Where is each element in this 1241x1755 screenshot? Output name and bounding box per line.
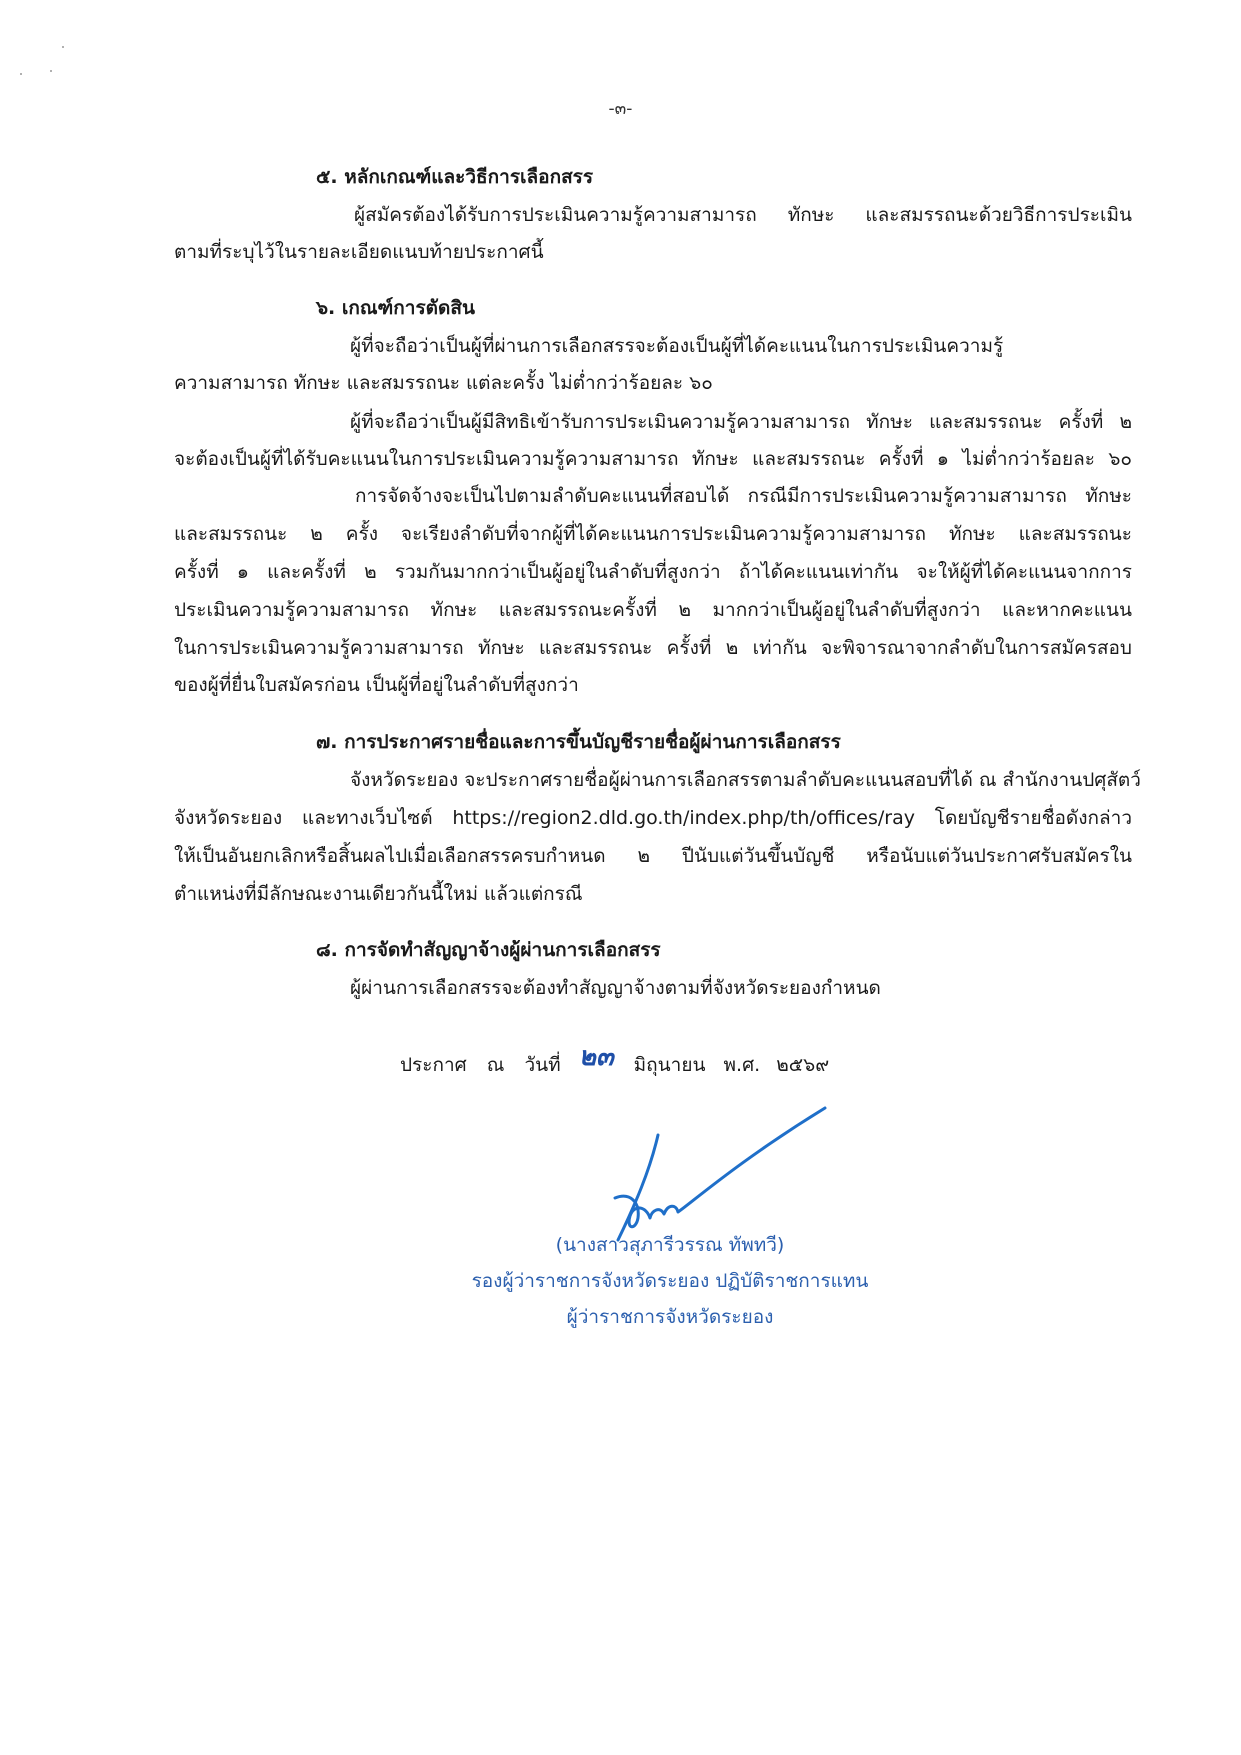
signature-stroke	[618, 1135, 658, 1240]
signatory-name: (นางสาวสุภารีวรรณ ทัพทวี)	[555, 1234, 785, 1256]
section-7-line: จังหวัดระยอง จะประกาศรายชื่อผู้ผ่านการเลือกสรรตามลำดับคะแนนสอบที่ได้ ณ สำนักงานปศุสัตว์	[350, 769, 1141, 791]
section-6-line: ผู้ที่จะถือว่าเป็นผู้มีสิทธิเข้ารับการประเมินความรู้ความสามารถ ทักษะ และสมรรถนะ ครั้งที่ ๒	[350, 411, 1132, 433]
section-6-line: และสมรรถนะ ๒ ครั้ง จะเรียงลำดับที่จากผู้ที่ได้คะแนนการประเมินความรู้ความสามารถ ทักษะ และสมรรถนะ	[174, 523, 1132, 545]
section-5-line: ตามที่ระบุไว้ในรายละเอียดแนบท้ายประกาศนี้	[174, 241, 544, 263]
signature-stroke	[615, 1108, 825, 1227]
section-6-heading: ๖. เกณฑ์การตัดสิน	[316, 297, 475, 319]
announcement-prefix: ประกาศ	[400, 1054, 467, 1076]
section-7-line: จังหวัดระยอง และทางเว็บไซต์ https://region2.dld.go.th/index.php/th/offices/ray โดยบัญชีรายชื่อดังกล่าว	[174, 807, 1132, 829]
section-6-line: จะต้องเป็นผู้ที่ได้รับคะแนนในการประเมินความรู้ความสามารถ ทักษะ และสมรรถนะ ครั้งที่ ๑ ไม่ต่ำกว่าร้อยละ ๖๐	[174, 448, 1132, 470]
signature-scribble	[590, 1080, 840, 1245]
section-6-line: ประเมินความรู้ความสามารถ ทักษะ และสมรรถนะครั้งที่ ๒ มากกว่าเป็นผู้อยู่ในลำดับที่สูงกว่า และหากคะแนน	[174, 599, 1132, 621]
scan-speck	[62, 46, 64, 48]
section-6-line: ของผู้ที่ยื่นใบสมัครก่อน เป็นผู้ที่อยู่ในลำดับที่สูงกว่า	[174, 674, 579, 696]
era: พ.ศ.	[723, 1054, 761, 1076]
announcement-at: ณ	[486, 1054, 505, 1076]
section-7-heading: ๗. การประกาศรายชื่อและการขึ้นบัญชีรายชื่อผู้ผ่านการเลือกสรร	[316, 731, 841, 753]
page-number: -๓-	[608, 99, 633, 119]
section-8-line: ผู้ผ่านการเลือกสรรจะต้องทำสัญญาจ้างตามที่จังหวัดระยองกำหนด	[350, 977, 881, 999]
section-5-heading: ๕. หลักเกณฑ์และวิธีการเลือกสรร	[316, 166, 594, 188]
section-6-line: ในการประเมินความรู้ความสามารถ ทักษะ และสมรรถนะ ครั้งที่ ๒ เท่ากัน จะพิจารณาจากลำดับในการสมัครสอบ	[174, 637, 1132, 659]
scan-speck	[50, 70, 52, 72]
section-6-line: การจัดจ้างจะเป็นไปตามลำดับคะแนนที่สอบได้ กรณีมีการประเมินความรู้ความสามารถ ทักษะ	[355, 485, 1132, 507]
signatory-office: ผู้ว่าราชการจังหวัดระยอง	[566, 1306, 774, 1328]
month: มิถุนายน	[633, 1054, 706, 1076]
section-6-line: ผู้ที่จะถือว่าเป็นผู้ที่ผ่านการเลือกสรรจะต้องเป็นผู้ที่ได้คะแนนในการประเมินความรู้	[350, 335, 1004, 357]
section-7-line: ให้เป็นอันยกเลิกหรือสิ้นผลไปเมื่อเลือกสรรครบกำหนด ๒ ปีนับแต่วันขึ้นบัญชี หรือนับแต่วันประกาศรับสมัครใน	[174, 845, 1132, 867]
section-6-line: ครั้งที่ ๑ และครั้งที่ ๒ รวมกันมากกว่าเป็นผู้อยู่ในลำดับที่สูงกว่า ถ้าได้คะแนนเท่ากัน จะให้ผู้ที่ได้คะแนนจากการ	[174, 561, 1132, 583]
scan-speck	[20, 73, 22, 75]
section-7-line: ตำแหน่งที่มีลักษณะงานเดียวกันนี้ใหม่ แล้วแต่กรณี	[174, 883, 583, 905]
year: ๒๕๖๙	[776, 1054, 830, 1076]
signatory-position: รองผู้ว่าราชการจังหวัดระยอง ปฏิบัติราชการแทน	[471, 1270, 869, 1292]
section-6-line: ความสามารถ ทักษะ และสมรรถนะ แต่ละครั้ง ไม่ต่ำกว่าร้อยละ ๖๐	[174, 372, 713, 394]
announcement-date	[400, 1042, 830, 1080]
day-label: วันที่	[524, 1054, 561, 1076]
section-8-heading: ๘. การจัดทำสัญญาจ้างผู้ผ่านการเลือกสรร	[316, 939, 661, 961]
handwritten-day: ๒๓	[578, 1042, 614, 1072]
section-5-line: ผู้สมัครต้องได้รับการประเมินความรู้ความสามารถ ทักษะ และสมรรถนะด้วยวิธีการประเมิน	[354, 204, 1132, 226]
